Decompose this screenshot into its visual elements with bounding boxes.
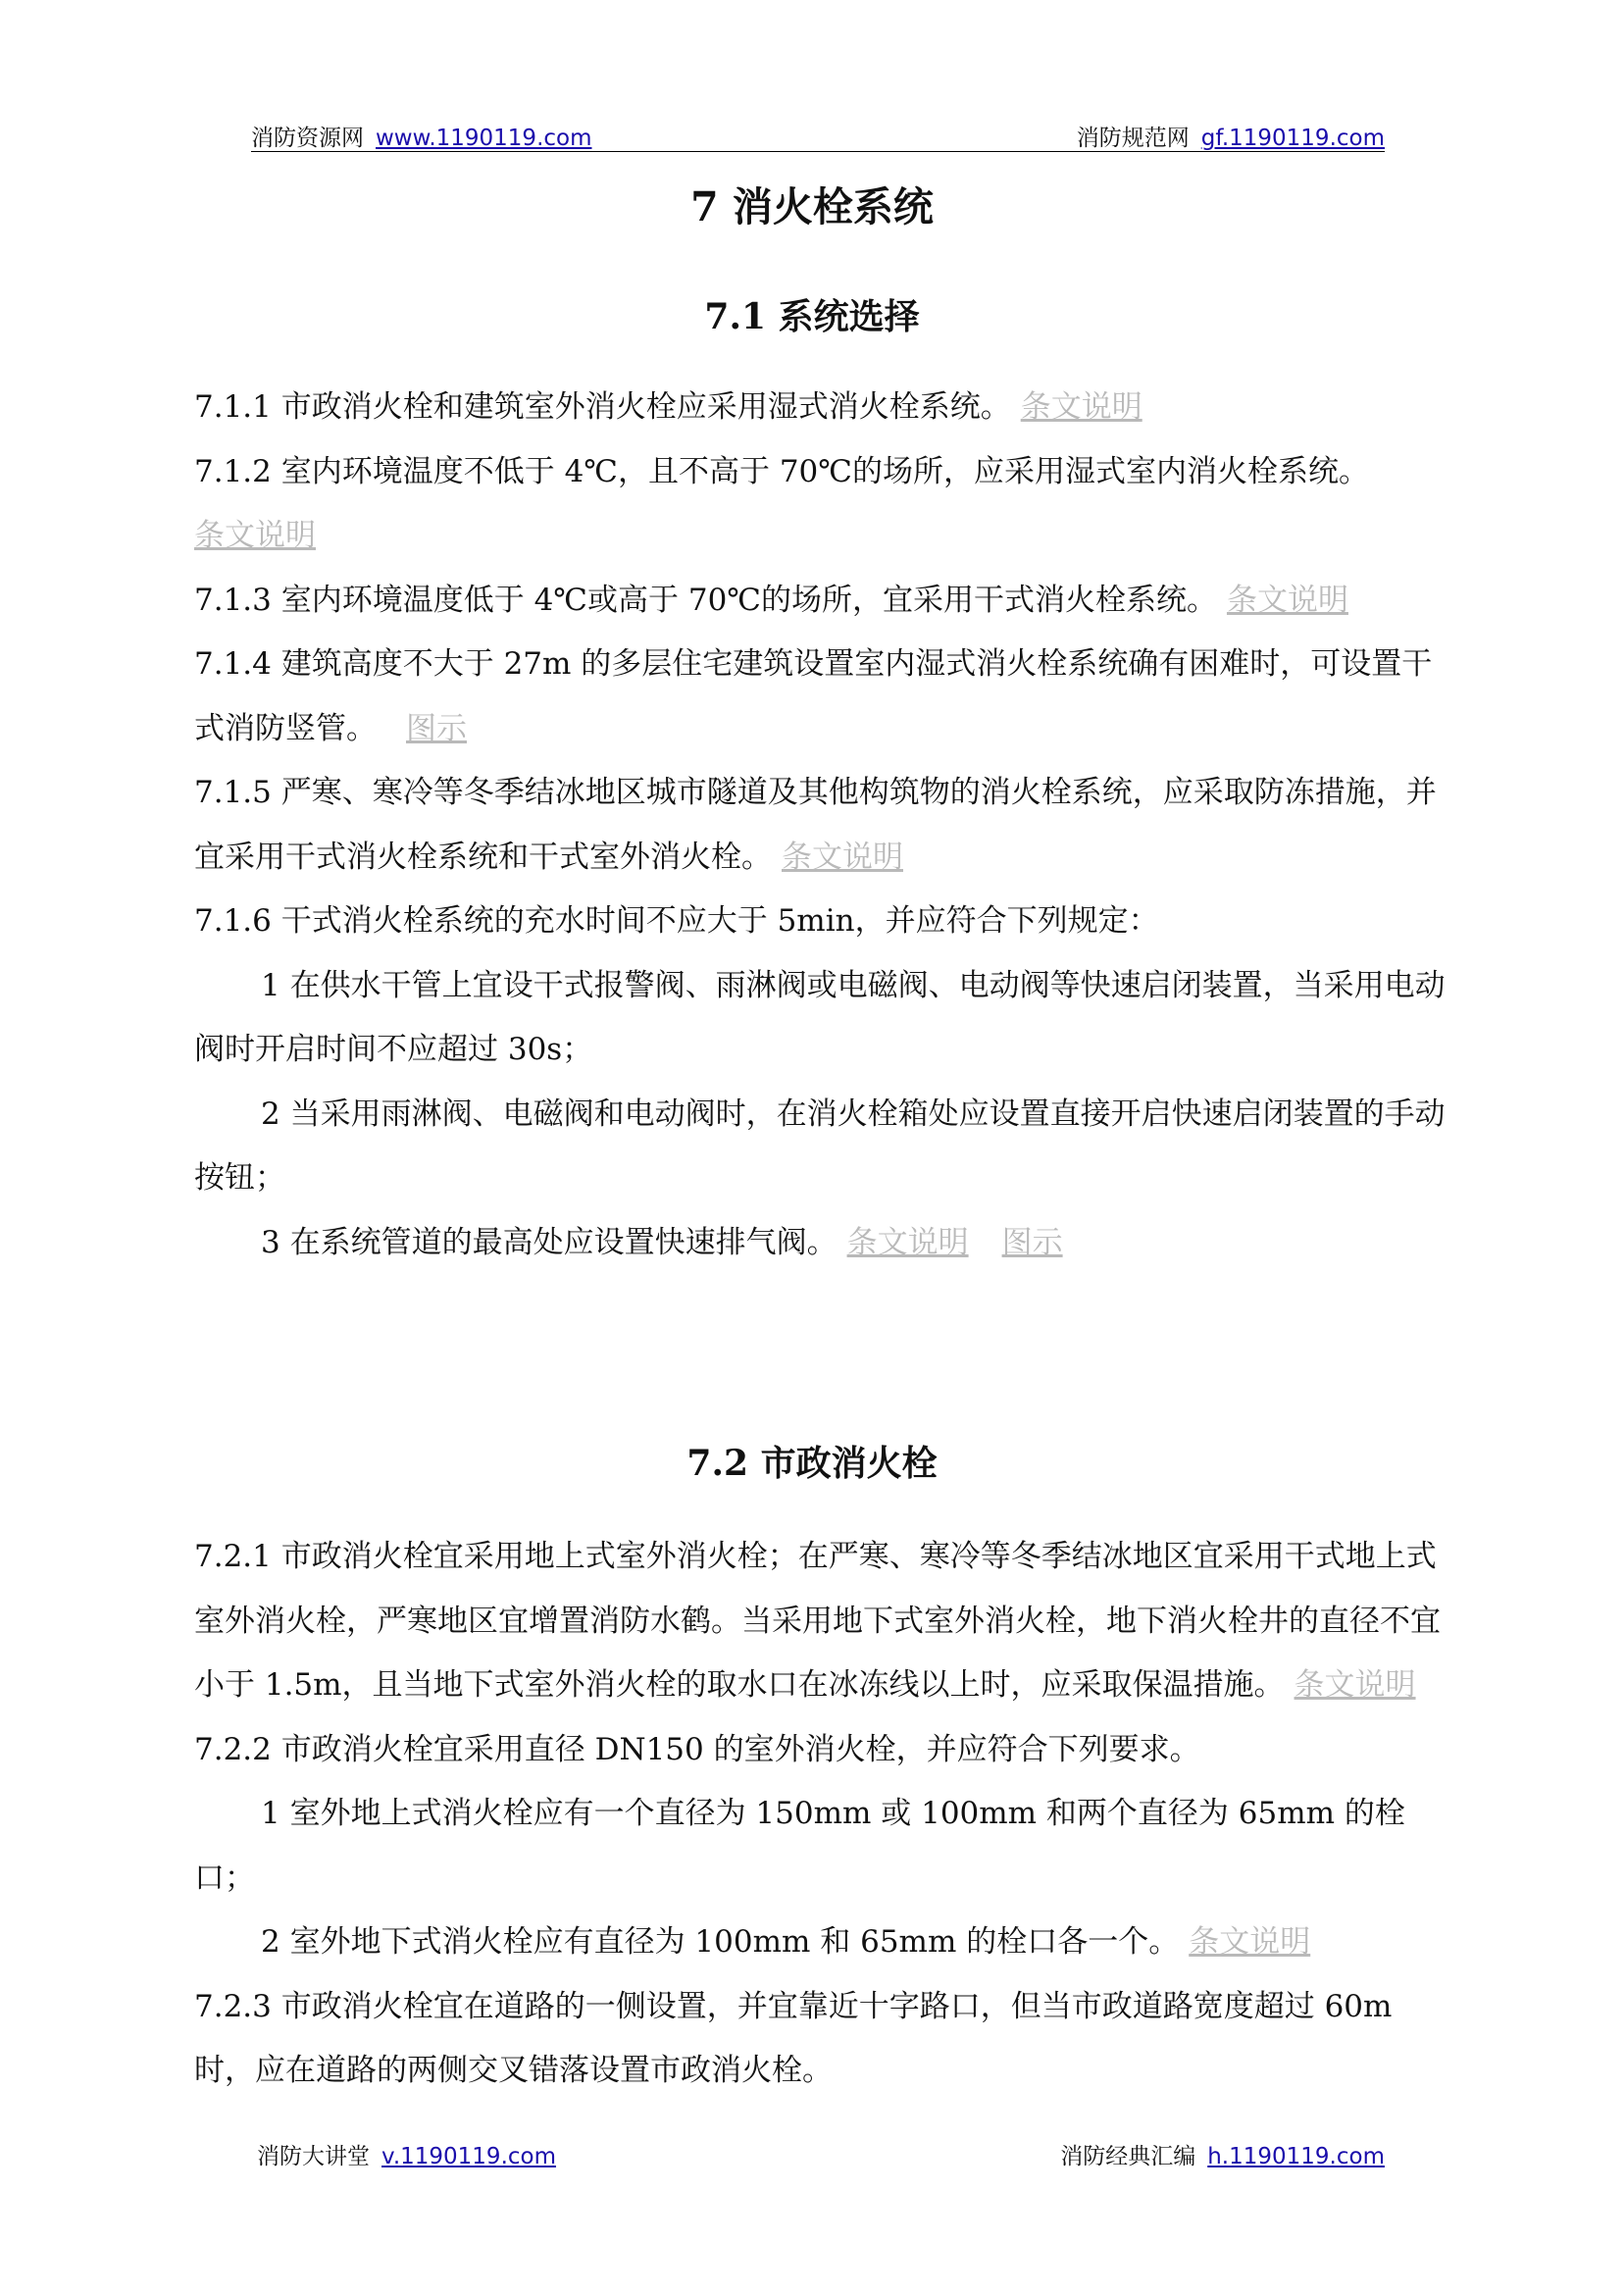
explanation-link[interactable]: 条文说明 xyxy=(1189,1924,1311,1960)
clause-7-1-3 xyxy=(194,569,1449,634)
clause-text: 1 在供水干管上宜设干式报警阀、雨淋阀或电磁阀、电动阀等快速启闭装置，当采用电动阀时开启时间不应超过 30s； xyxy=(194,967,1446,1067)
clause-text: 3 在系统管道的最高处应设置快速排气阀。 xyxy=(261,1224,837,1260)
section-7-2-title: 7.2 市政消火栓 xyxy=(686,1443,938,1484)
explanation-link[interactable]: 条文说明 xyxy=(1294,1667,1416,1703)
clause-text: 7.1.2 室内环境温度不低于 4℃，且不高于 70℃的场所，应采用湿式室内消火栓系统。 xyxy=(194,453,1369,489)
page-header xyxy=(251,116,1385,152)
section-7-2-body xyxy=(194,1525,1449,2104)
clause-7-2-1 xyxy=(194,1525,1449,1718)
section-7-1-title: 7.1 系统选择 xyxy=(704,296,920,337)
clause-7-1-6-item-2 xyxy=(194,1083,1449,1211)
footer-left-link[interactable]: v.1190119.com xyxy=(381,2144,557,2169)
explanation-link[interactable]: 条文说明 xyxy=(1020,389,1142,425)
footer-left-label: 消防大讲堂 xyxy=(257,2144,370,2169)
header-left xyxy=(251,120,592,152)
clause-text: 7.1.4 建筑高度不大于 27m 的多层住宅建筑设置室内湿式消火栓系统确有困难时，可设置干式消防竖管。 xyxy=(194,646,1433,746)
footer-left xyxy=(257,2138,556,2170)
footer-right-link[interactable]: h.1190119.com xyxy=(1207,2144,1385,2169)
explanation-link[interactable]: 条文说明 xyxy=(846,1224,969,1260)
clause-7-1-4 xyxy=(194,633,1449,761)
clause-7-1-2 xyxy=(194,440,1449,569)
header-right-label: 消防规范网 xyxy=(1076,126,1190,151)
header-left-label: 消防资源网 xyxy=(251,126,364,151)
footer-right xyxy=(1060,2138,1385,2170)
clause-text: 7.1.3 室内环境温度低于 4℃或高于 70℃的场所，宜采用干式消火栓系统。 xyxy=(194,582,1217,618)
clause-text: 7.1.5 严寒、寒冷等冬季结冰地区城市隧道及其他构筑物的消火栓系统，应采取防冻措施，并宜采用干式消火栓系统和干式室外消火栓。 xyxy=(194,775,1437,875)
clause-7-2-2-item-1 xyxy=(194,1782,1449,1911)
header-right-link[interactable]: gf.1190119.com xyxy=(1200,126,1385,151)
clause-text: 7.1.1 市政消火栓和建筑室外消火栓应采用湿式消火栓系统。 xyxy=(194,389,1011,425)
section-7-1-body xyxy=(194,376,1449,1275)
clause-text: 7.1.6 干式消火栓系统的充水时间不应大于 5min，并应符合下列规定： xyxy=(194,903,1159,939)
clause-text: 2 当采用雨淋阀、电磁阀和电动阀时，在消火栓箱处应设置直接开启快速启闭装置的手动按钮； xyxy=(194,1096,1446,1196)
chapter-title: 7 消火栓系统 xyxy=(690,183,934,230)
clause-text: 7.2.3 市政消火栓宜在道路的一侧设置，并宜靠近十字路口，但当市政道路宽度超过 60m 时，应在道路的两侧交叉错落设置市政消火栓。 xyxy=(194,1988,1393,2088)
explanation-link[interactable]: 条文说明 xyxy=(782,839,903,875)
clause-text: 1 室外地上式消火栓应有一个直径为 150mm 或 100mm 和两个直径为 65mm 的栓口； xyxy=(194,1796,1405,1896)
clause-7-1-6 xyxy=(194,890,1449,954)
clause-7-2-2-item-2 xyxy=(194,1911,1449,1975)
clause-7-2-3 xyxy=(194,1975,1449,2104)
clause-7-2-2 xyxy=(194,1718,1449,1783)
clause-7-1-6-item-3 xyxy=(194,1211,1449,1276)
clause-7-1-5 xyxy=(194,761,1449,890)
clause-7-1-1 xyxy=(194,376,1449,440)
page-footer xyxy=(251,2138,1385,2173)
explanation-link[interactable]: 条文说明 xyxy=(1226,582,1348,618)
clause-7-1-6-item-1 xyxy=(194,954,1449,1083)
clause-text: 7.2.2 市政消火栓宜采用直径 DN150 的室外消火栓，并应符合下列要求。 xyxy=(194,1731,1200,1767)
footer-right-label: 消防经典汇编 xyxy=(1060,2144,1196,2169)
clause-text: 2 室外地下式消火栓应有直径为 100mm 和 65mm 的栓口各一个。 xyxy=(261,1924,1180,1960)
diagram-link[interactable]: 图示 xyxy=(406,710,467,746)
clause-text: 7.2.1 市政消火栓宜采用地上式室外消火栓；在严寒、寒冷等冬季结冰地区宜采用干式地上式室外消火栓，严寒地区宜增置消防水鹤。当采用地下式室外消火栓，地下消火栓井的直径不宜小于 1.5m，且当地下式室外消火栓的取水口在冰冻线以上时，应采取保温措施。 xyxy=(194,1539,1441,1703)
explanation-link[interactable]: 条文说明 xyxy=(194,518,316,553)
header-left-link[interactable]: www.1190119.com xyxy=(376,126,592,151)
diagram-link[interactable]: 图示 xyxy=(1001,1224,1063,1260)
header-right xyxy=(1077,120,1385,152)
